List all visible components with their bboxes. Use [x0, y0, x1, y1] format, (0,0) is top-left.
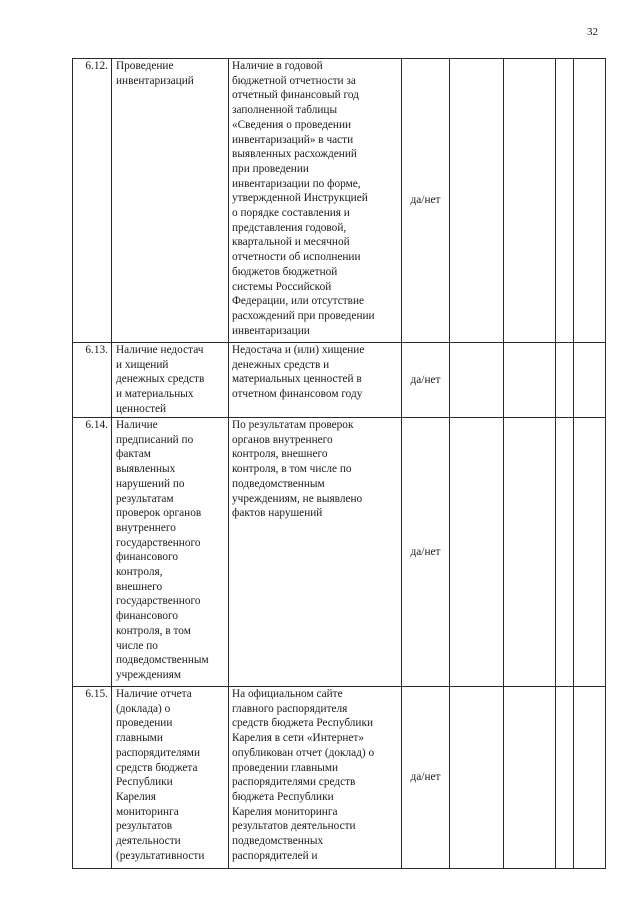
- row-number: 6.13.: [73, 343, 112, 418]
- table-row: [73, 687, 606, 869]
- empty-cell: [574, 687, 606, 869]
- criterion-name: Наличие недостач и хищений денежных средств и материальных ценностей: [112, 343, 229, 418]
- empty-cell: [504, 59, 556, 343]
- empty-cell: [504, 687, 556, 869]
- empty-cell: [574, 343, 606, 418]
- row-number: 6.15.: [73, 687, 112, 869]
- row-number: 6.14.: [73, 418, 112, 687]
- criterion-description: Недостача и (или) хищение денежных средств и материальных ценностей в отчетном финансовом году: [229, 343, 402, 418]
- answer-cell: да/нет: [402, 343, 450, 418]
- answer-cell: да/нет: [402, 687, 450, 869]
- criterion-name: Наличие предписаний по фактам выявленных нарушений по результатам проверок органов внутреннего государственного финансового контроля, внешнего государственного финансового контроля, в том числе по подведомственным учреждениям: [112, 418, 229, 687]
- empty-cell: [450, 59, 504, 343]
- row-number: 6.12.: [73, 59, 112, 343]
- criterion-name: Проведение инвентаризаций: [112, 59, 229, 343]
- empty-cell: [556, 687, 574, 869]
- criterion-description: Наличие в годовой бюджетной отчетности за отчетный финансовый год заполненной таблицы «Сведения о проведении инвентаризаций» в части выявленных расхождений при проведении инвентаризации по форме, утвержденной Инструкцией о порядке составления и представления годовой, квартальной и месячной отчетности об исполнении бюджетов бюджетной системы Российской Федерации, или отсутствие расхождений при проведении инвентаризации: [229, 59, 402, 343]
- table-row: [73, 59, 606, 343]
- page-number: 32: [587, 26, 598, 38]
- empty-cell: [450, 687, 504, 869]
- criterion-description: На официальном сайте главного распорядителя средств бюджета Республики Карелия в сети «Интернет» опубликован отчет (доклад) о проведении главными распорядителями средств бюджета Республики Карелия мониторинга результатов деятельности подведомственных распорядителей и: [229, 687, 402, 869]
- answer-cell: да/нет: [402, 418, 450, 687]
- empty-cell: [504, 343, 556, 418]
- empty-cell: [450, 418, 504, 687]
- empty-cell: [556, 343, 574, 418]
- criterion-name: Наличие отчета (доклада) о проведении главными распорядителями средств бюджета Республики Карелия мониторинга результатов деятельности (результативности: [112, 687, 229, 869]
- empty-cell: [574, 418, 606, 687]
- table-row: [73, 418, 606, 687]
- empty-cell: [450, 343, 504, 418]
- criterion-description: По результатам проверок органов внутреннего контроля, внешнего контроля, в том числе по подведомственным учреждениям, не выявлено фактов нарушений: [229, 418, 402, 687]
- empty-cell: [504, 418, 556, 687]
- empty-cell: [574, 59, 606, 343]
- answer-cell: да/нет: [402, 59, 450, 343]
- table-row: [73, 343, 606, 418]
- empty-cell: [556, 59, 574, 343]
- empty-cell: [556, 418, 574, 687]
- criteria-table: [72, 58, 606, 869]
